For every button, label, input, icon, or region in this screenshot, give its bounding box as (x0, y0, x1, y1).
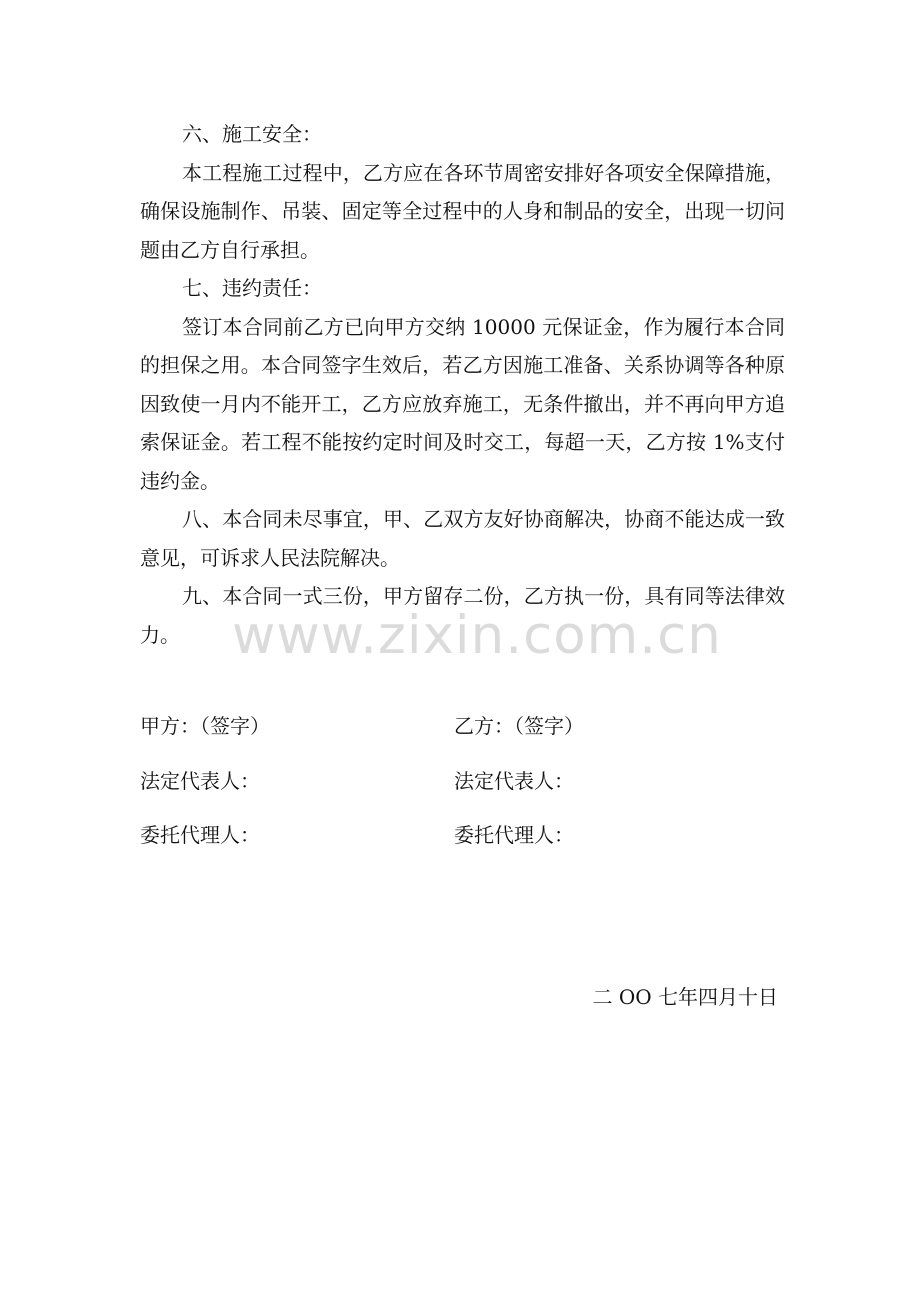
party-a-agent-label: 委托代理人： (140, 823, 260, 847)
signature-row-party (140, 711, 785, 741)
section-seven-text: 签订本合同前乙方已向甲方交纳 10000 元保证金，作为履行本合同的担保之用。本合同签字生效后，若乙方因施工准备、关系协调等各种原因致使一月内不能开工，乙方应放弃施工，无条件撤出，并不再向甲方追索保证金。若工程不能按约定时间及时交工，每超一天，乙方按 1%支付违约金。 (140, 314, 785, 493)
section-six-heading: 六、施工安全： (182, 122, 322, 146)
party-a-signature-label: 甲方：（签字） (140, 714, 270, 738)
contract-date: 二 OO 七年四月十日 (592, 985, 778, 1009)
signature-row-legal-rep (140, 766, 785, 796)
section-six-text: 本工程施工过程中，乙方应在各环节周密安排好各项安全保障措施，确保设施制作、吊装、固定等全过程中的人身和制品的安全，出现一切问题由乙方自行承担。 (140, 160, 785, 262)
party-b-agent-label: 委托代理人： (454, 823, 574, 847)
section-eight-text: 八、本合同未尽事宜，甲、乙双方友好协商解决，协商不能达成一致意见，可诉求人民法院解决。 (140, 507, 785, 570)
party-a-legal-rep-label: 法定代表人： (140, 769, 260, 793)
section-seven-heading: 七、违约责任： (182, 276, 322, 300)
section-nine-text: 九、本合同一式三份，甲方留存二份，乙方执一份，具有同等法律效力。 (140, 584, 785, 647)
watermark: www.zixin.com.cn (232, 605, 722, 666)
signature-row-agent (140, 820, 785, 850)
contract-body (140, 115, 785, 654)
party-b-signature-label: 乙方：（签字） (454, 714, 584, 738)
party-b-legal-rep-label: 法定代表人： (454, 769, 574, 793)
